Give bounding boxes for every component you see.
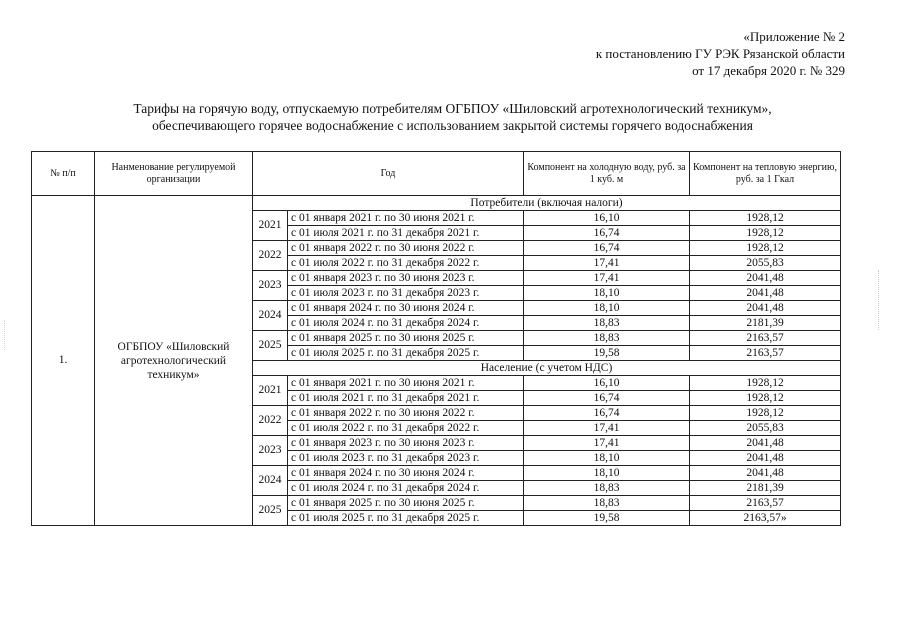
heat-energy-value: 2163,57 [690, 346, 841, 361]
cold-water-value: 16,74 [524, 406, 690, 421]
heat-energy-value: 1928,12 [690, 226, 841, 241]
cold-water-value: 19,58 [524, 511, 690, 526]
cold-water-value: 18,83 [524, 331, 690, 346]
period-cell: с 01 июля 2025 г. по 31 декабря 2025 г. [288, 511, 524, 526]
table-body [32, 196, 841, 526]
period-cell: с 01 января 2025 г. по 30 июня 2025 г. [288, 331, 524, 346]
period-cell: с 01 июля 2025 г. по 31 декабря 2025 г. [288, 346, 524, 361]
year-cell: 2021 [253, 376, 288, 406]
appendix-line-1: «Приложение № 2 [743, 29, 845, 44]
heat-energy-value: 2041,48 [690, 271, 841, 286]
year-cell: 2023 [253, 271, 288, 301]
header-heat: Компонент на тепловую энергию, руб. за 1 Гкал [690, 152, 841, 196]
row-number: 1. [32, 196, 95, 526]
heat-energy-value: 2055,83 [690, 256, 841, 271]
period-cell: с 01 января 2021 г. по 30 июня 2021 г. [288, 211, 524, 226]
year-cell: 2025 [253, 331, 288, 361]
heat-energy-value: 1928,12 [690, 391, 841, 406]
period-cell: с 01 июля 2021 г. по 31 декабря 2021 г. [288, 226, 524, 241]
heat-energy-value: 1928,12 [690, 376, 841, 391]
heat-energy-value: 2163,57 [690, 496, 841, 511]
table-header-row [32, 152, 841, 196]
appendix-line-3: от 17 декабря 2020 г. № 329 [692, 63, 845, 78]
period-cell: с 01 января 2025 г. по 30 июня 2025 г. [288, 496, 524, 511]
year-cell: 2022 [253, 241, 288, 271]
cold-water-value: 16,74 [524, 241, 690, 256]
header-cold: Компонент на холодную воду, руб. за 1 куб. м [524, 152, 690, 196]
period-cell: с 01 июля 2024 г. по 31 декабря 2024 г. [288, 481, 524, 496]
period-cell: с 01 января 2023 г. по 30 июня 2023 г. [288, 271, 524, 286]
cold-water-value: 17,41 [524, 421, 690, 436]
organization-name: ОГБПОУ «Шиловский агротехнологический техникум» [95, 196, 253, 526]
title-line-2: обеспечивающего горячее водоснабжение с использованием закрытой системы горячего водоснабжения [152, 118, 753, 133]
cold-water-value: 16,10 [524, 211, 690, 226]
appendix-header [596, 28, 845, 79]
cold-water-value: 17,41 [524, 436, 690, 451]
cold-water-value: 18,83 [524, 316, 690, 331]
cold-water-value: 16,10 [524, 376, 690, 391]
section-title: Потребители (включая налоги) [253, 196, 841, 211]
period-cell: с 01 июля 2023 г. по 31 декабря 2023 г. [288, 286, 524, 301]
period-cell: с 01 января 2021 г. по 30 июня 2021 г. [288, 376, 524, 391]
heat-energy-value: 1928,12 [690, 241, 841, 256]
heat-energy-value: 2041,48 [690, 451, 841, 466]
cold-water-value: 18,10 [524, 301, 690, 316]
cold-water-value: 18,10 [524, 451, 690, 466]
cold-water-value: 18,10 [524, 466, 690, 481]
header-num: № п/п [32, 152, 95, 196]
heat-energy-value: 1928,12 [690, 406, 841, 421]
period-cell: с 01 января 2024 г. по 30 июня 2024 г. [288, 466, 524, 481]
tariffs-table [31, 151, 841, 526]
cold-water-value: 18,83 [524, 496, 690, 511]
cold-water-value: 16,74 [524, 391, 690, 406]
heat-energy-value: 1928,12 [690, 211, 841, 226]
period-cell: с 01 июля 2022 г. по 31 декабря 2022 г. [288, 256, 524, 271]
heat-energy-value: 2163,57 [690, 331, 841, 346]
heat-energy-value: 2041,48 [690, 301, 841, 316]
period-cell: с 01 января 2022 г. по 30 июня 2022 г. [288, 406, 524, 421]
cold-water-value: 16,74 [524, 226, 690, 241]
heat-energy-value: 2055,83 [690, 421, 841, 436]
cold-water-value: 18,83 [524, 481, 690, 496]
heat-energy-value: 2041,48 [690, 436, 841, 451]
year-cell: 2022 [253, 406, 288, 436]
title-line-1: Тарифы на горячую воду, отпускаемую потребителям ОГБПОУ «Шиловский агротехнологический техникум», [133, 101, 772, 116]
period-cell: с 01 января 2024 г. по 30 июня 2024 г. [288, 301, 524, 316]
cold-water-value: 17,41 [524, 271, 690, 286]
cold-water-value: 19,58 [524, 346, 690, 361]
section-row [32, 196, 841, 211]
heat-energy-value: 2181,39 [690, 481, 841, 496]
period-cell: с 01 июля 2023 г. по 31 декабря 2023 г. [288, 451, 524, 466]
scan-artifact [878, 270, 893, 330]
year-cell: 2025 [253, 496, 288, 526]
period-cell: с 01 июля 2021 г. по 31 декабря 2021 г. [288, 391, 524, 406]
cold-water-value: 18,10 [524, 286, 690, 301]
heat-energy-value: 2041,48 [690, 466, 841, 481]
year-cell: 2024 [253, 466, 288, 496]
heat-energy-value: 2181,39 [690, 316, 841, 331]
year-cell: 2023 [253, 436, 288, 466]
period-cell: с 01 июля 2022 г. по 31 декабря 2022 г. [288, 421, 524, 436]
year-cell: 2024 [253, 301, 288, 331]
section-title: Население (с учетом НДС) [253, 361, 841, 376]
period-cell: с 01 июля 2024 г. по 31 декабря 2024 г. [288, 316, 524, 331]
period-cell: с 01 января 2022 г. по 30 июня 2022 г. [288, 241, 524, 256]
document-title [30, 100, 875, 134]
scan-artifact-left [4, 320, 11, 350]
period-cell: с 01 января 2023 г. по 30 июня 2023 г. [288, 436, 524, 451]
year-cell: 2021 [253, 211, 288, 241]
header-org: Нанменование регулируемой организации [95, 152, 253, 196]
heat-energy-value: 2041,48 [690, 286, 841, 301]
appendix-line-2: к постановлению ГУ РЭК Рязанской области [595, 46, 845, 61]
header-year: Год [253, 152, 524, 196]
cold-water-value: 17,41 [524, 256, 690, 271]
heat-energy-value: 2163,57» [690, 511, 841, 526]
